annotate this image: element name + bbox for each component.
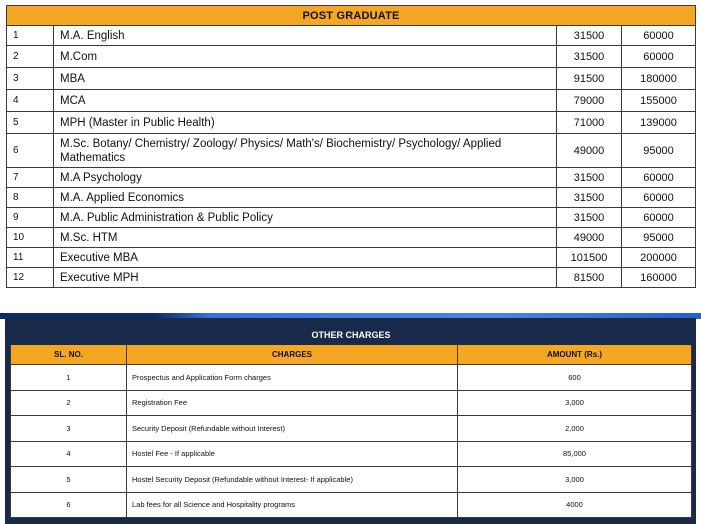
fee-value: 49000 (557, 228, 622, 248)
fee-value: 180000 (622, 68, 696, 90)
charge-name: Security Deposit (Refundable without Interest) (127, 416, 458, 442)
fee-value: 139000 (622, 112, 696, 134)
serial-number: 6 (11, 492, 127, 518)
table-row (11, 416, 692, 442)
charge-name: Hostel Security Deposit (Refundable without Interest- If applicable) (127, 467, 458, 493)
fee-value: 91500 (557, 68, 622, 90)
program-name: M.Sc. HTM (54, 228, 557, 248)
fee-value: 31500 (557, 188, 622, 208)
fee-value: 31500 (557, 208, 622, 228)
program-name: MBA (54, 68, 557, 90)
fee-value: 60000 (622, 188, 696, 208)
column-header-sl-no: SL. NO. (11, 345, 127, 365)
charge-amount: 85,000 (458, 441, 692, 467)
charge-amount: 2,000 (458, 416, 692, 442)
charge-name: Hostel Fee - If applicable (127, 441, 458, 467)
serial-number: 6 (7, 134, 54, 168)
program-name: M.A Psychology (54, 168, 557, 188)
other-charges-table (10, 324, 692, 518)
table-row (11, 365, 692, 391)
serial-number: 3 (7, 68, 54, 90)
serial-number: 2 (7, 46, 54, 68)
fee-value: 200000 (622, 248, 696, 268)
program-name: MCA (54, 90, 557, 112)
program-name: M.A. Applied Economics (54, 188, 557, 208)
table-row (7, 168, 696, 188)
table-row (7, 248, 696, 268)
charge-name: Registration Fee (127, 390, 458, 416)
fee-value: 101500 (557, 248, 622, 268)
table-row (11, 441, 692, 467)
table-row (11, 492, 692, 518)
program-name: M.Sc. Botany/ Chemistry/ Zoology/ Physics/ Math's/ Biochemistry/ Psychology/ Applied Mathematics (54, 134, 557, 168)
other-charges-panel (5, 318, 696, 524)
serial-number: 2 (11, 390, 127, 416)
serial-number: 1 (11, 365, 127, 391)
other-charges-title: OTHER CHARGES (11, 325, 692, 345)
program-name: M.A. Public Administration & Public Policy (54, 208, 557, 228)
table-row (7, 268, 696, 288)
fee-value: 95000 (622, 228, 696, 248)
charge-amount: 600 (458, 365, 692, 391)
table-row (7, 112, 696, 134)
charge-name: Lab fees for all Science and Hospitality programs (127, 492, 458, 518)
fee-value: 60000 (622, 168, 696, 188)
fee-value: 95000 (622, 134, 696, 168)
charge-amount: 4000 (458, 492, 692, 518)
table-row (7, 26, 696, 46)
table-row (7, 228, 696, 248)
program-name: MPH (Master in Public Health) (54, 112, 557, 134)
program-name: Executive MBA (54, 248, 557, 268)
fee-value: 160000 (622, 268, 696, 288)
fee-value: 155000 (622, 90, 696, 112)
table-row (7, 68, 696, 90)
table-row (7, 134, 696, 168)
fee-value: 60000 (622, 208, 696, 228)
serial-number: 8 (7, 188, 54, 208)
fee-value: 31500 (557, 168, 622, 188)
program-name: M.A. English (54, 26, 557, 46)
serial-number: 10 (7, 228, 54, 248)
program-name: Executive MPH (54, 268, 557, 288)
column-header-amount: AMOUNT (Rs.) (458, 345, 692, 365)
serial-number: 4 (11, 441, 127, 467)
serial-number: 1 (7, 26, 54, 46)
fee-value: 60000 (622, 46, 696, 68)
table-row (7, 188, 696, 208)
fee-value: 81500 (557, 268, 622, 288)
serial-number: 11 (7, 248, 54, 268)
program-name: M.Com (54, 46, 557, 68)
table-row (7, 90, 696, 112)
fee-value: 79000 (557, 90, 622, 112)
fee-value: 31500 (557, 26, 622, 46)
serial-number: 5 (11, 467, 127, 493)
post-graduate-title: POST GRADUATE (7, 6, 696, 26)
serial-number: 5 (7, 112, 54, 134)
fee-value: 71000 (557, 112, 622, 134)
charge-amount: 3,000 (458, 390, 692, 416)
fee-value: 49000 (557, 134, 622, 168)
table-row (7, 208, 696, 228)
serial-number: 7 (7, 168, 54, 188)
charge-name: Prospectus and Application Form charges (127, 365, 458, 391)
table-row (7, 46, 696, 68)
serial-number: 9 (7, 208, 54, 228)
fee-value: 31500 (557, 46, 622, 68)
table-row (11, 390, 692, 416)
column-header-charges: CHARGES (127, 345, 458, 365)
serial-number: 3 (11, 416, 127, 442)
post-graduate-fee-table (6, 5, 696, 288)
fee-value: 60000 (622, 26, 696, 46)
serial-number: 12 (7, 268, 54, 288)
charge-amount: 3,000 (458, 467, 692, 493)
serial-number: 4 (7, 90, 54, 112)
table-row (11, 467, 692, 493)
